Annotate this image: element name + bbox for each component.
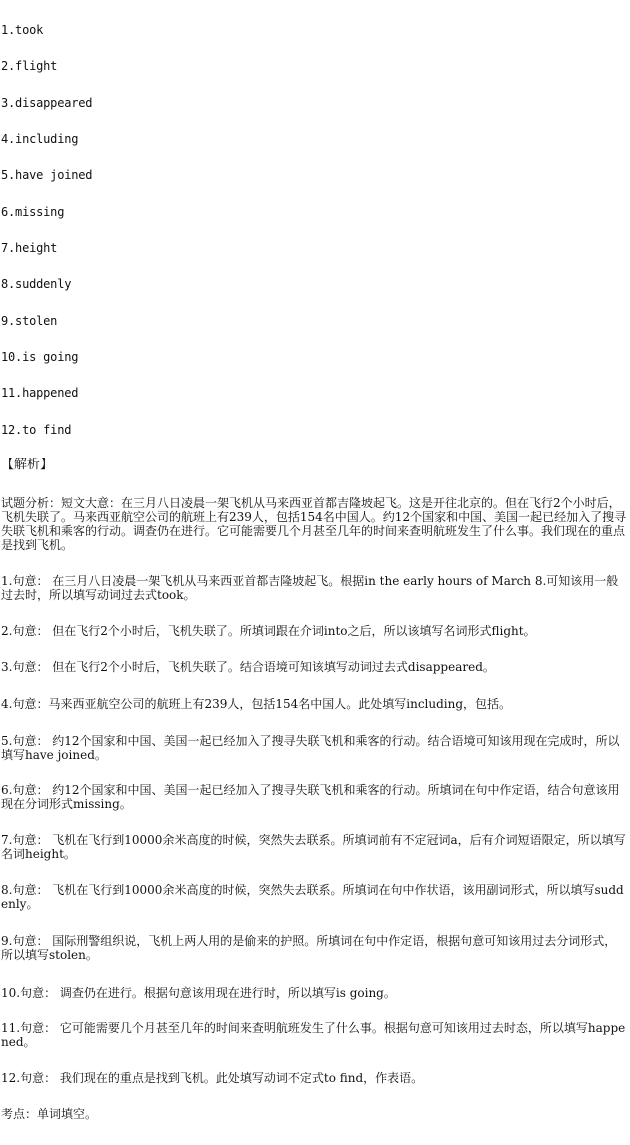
answer-item-1: 1.took — [1, 23, 44, 37]
explanation-12: 12.句意： 我们现在的重点是找到飞机。此处填写动词不定式to find，作表语。 — [1, 1071, 424, 1085]
explanation-1: 1.句意： 在三月八日凌晨一架飞机从马来西亚首都吉隆坡起飞。根据in the early hours of March 8.可知该用一般过去时，所以填写动词过去式took。 — [1, 574, 619, 602]
answer-item-12: 12.to find — [1, 423, 72, 437]
answer-item-11: 11.happened — [1, 386, 79, 400]
explanation-5: 5.句意： 约12个国家和中国、美国一起已经加入了搜寻失联飞机和乘客的行动。结合语境可知该用现在完成时，所以填写have joined。 — [1, 734, 620, 762]
explanation-7: 7.句意： 飞机在飞行到10000余米高度的时候，突然失去联系。所填词前有不定冠词a，后有介词短语限定，所以填写名词height。 — [1, 833, 626, 861]
answer-item-9: 9.stolen — [1, 314, 58, 328]
explanation-10: 10.句意： 调查仍在进行。根据句意该用现在进行时，所以填写is going。 — [1, 986, 396, 1000]
answer-item-4: 4.including — [1, 132, 79, 146]
explanation-9: 9.句意： 国际刑警组织说，飞机上两人用的是偷来的护照。所填词在句中作定语，根据句意可知该用过去分词形式，所以填写stolen。 — [1, 934, 617, 962]
answer-item-7: 7.height — [1, 241, 58, 255]
explanation-3: 3.句意： 但在飞行2个小时后，飞机失联了。结合语境可知该填写动词过去式disappeared。 — [1, 660, 495, 674]
answer-item-10: 10.is going — [1, 350, 79, 364]
explanation-8: 8.句意： 飞机在飞行到10000余米高度的时候，突然失去联系。所填词在句中作状语，该用副词形式，所以填写suddenly。 — [1, 883, 624, 911]
knowledge-point: 考点：单词填空。 — [1, 1107, 98, 1121]
explanation-11: 11.句意： 它可能需要几个月甚至几年的时间来查明航班发生了什么事。根据句意可知该用过去时态，所以填写happened。 — [1, 1021, 626, 1049]
analysis-heading: 【解析】 — [1, 458, 54, 472]
answer-item-2: 2.flight — [1, 59, 58, 73]
explanation-4: 4.句意：马来西亚航空公司的航班上有239人，包括154名中国人。此处填写including，包括。 — [1, 697, 512, 711]
answer-item-6: 6.missing — [1, 205, 65, 219]
summary-paragraph: 试题分析：短文大意：在三月八日凌晨一架飞机从马来西亚首都吉隆坡起飞。这是开往北京的。但在飞行2个小时后，飞机失联了。马来西亚航空公司的航班上有239人，包括154名中国人。约12个国家和中国、美国一起已经加入了搜寻失联飞机和乘客的行动。调查仍在进行。它可能需要几个月甚至几年的时间来查明航班发生了什么事。我们现在的重点是找到飞机。 — [1, 496, 627, 552]
answer-item-3: 3.disappeared — [1, 96, 93, 110]
answer-item-8: 8.suddenly — [1, 277, 72, 291]
explanation-2: 2.句意： 但在飞行2个小时后，飞机失联了。所填词跟在介词into之后，所以该填写名词形式flight。 — [1, 624, 536, 638]
answer-item-5: 5.have joined — [1, 168, 93, 182]
explanation-6: 6.句意： 约12个国家和中国、美国一起已经加入了搜寻失联飞机和乘客的行动。所填词在句中作定语，结合句意该用现在分词形式missing。 — [1, 783, 620, 811]
